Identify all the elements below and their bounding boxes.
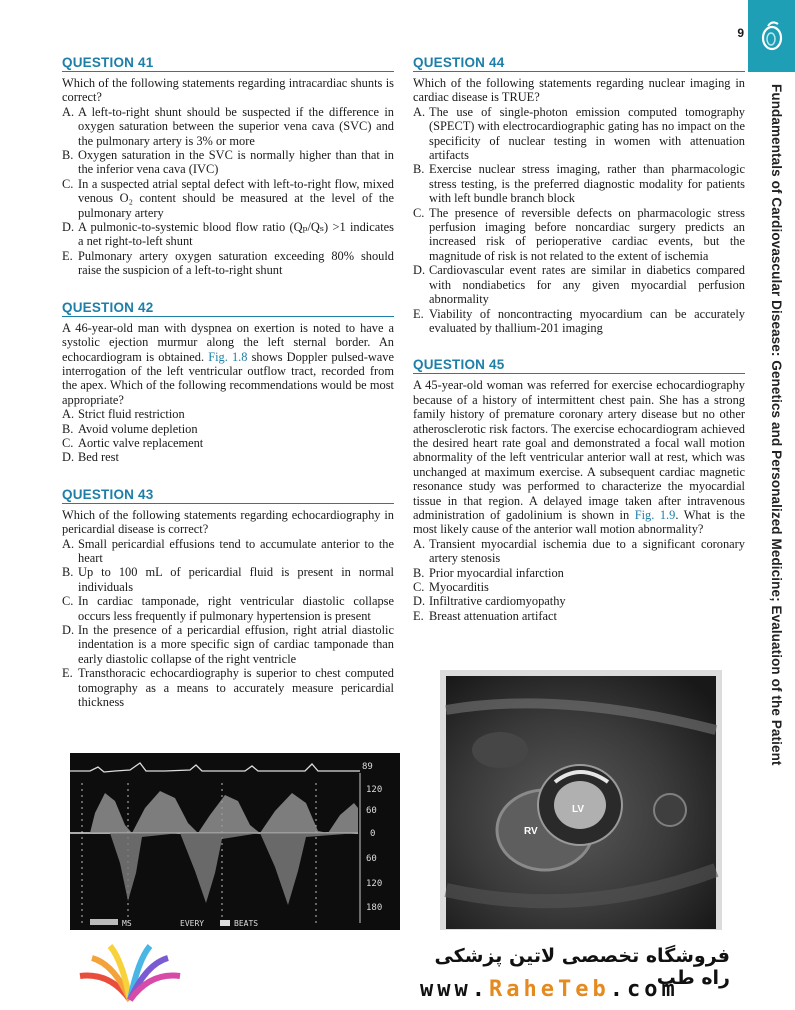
answer-option: D. Infiltrative cardiomyopathy [413, 594, 566, 609]
question-heading: QUESTION 41 [62, 55, 394, 72]
lv-label: LV [572, 804, 585, 815]
doppler-top-label: 89 [362, 762, 373, 772]
question-stem: Which of the following statements regarding echocardiography in pericardial disease is correct? [62, 507, 394, 537]
doppler-bottom-left-label: MS [122, 919, 132, 928]
right-column [413, 55, 745, 645]
doppler-scale-label: 0 [370, 829, 376, 839]
figure-link[interactable]: Fig. 1.9 [634, 507, 676, 522]
doppler-scale-label: 60 [366, 806, 377, 816]
answer-option: C. Aortic valve replacement [62, 435, 204, 450]
answer-option: E. Viability of noncontracting myocardium can be accurately evaluated by thallium-201 imaging [413, 306, 745, 335]
question-42 [62, 300, 394, 465]
question-stem: A 46-year-old man with dyspnea on exertion is noted to have a systolic ejection murmur along the left sternal border. An echocardiogram is obtained. Fig. 1.8 shows Doppler pulsed-wave interrogation of the left ventricular outflow tract, recorded from the apex. Which of the following recommendations would be most appropriate? [62, 320, 394, 407]
answer-options [62, 105, 394, 278]
mri-image [440, 670, 722, 935]
doppler-spectrum [70, 753, 400, 930]
chapter-side-title: Fundamentals of Cardiovascular Disease: Genetics and Personalized Medicine; Evaluation of the Patient [769, 84, 784, 766]
rv-label: RV [524, 826, 538, 837]
answer-option: A. Strict fluid restriction [62, 407, 185, 422]
open-book-logo-icon [70, 942, 190, 1004]
page-number: 9 [737, 26, 744, 40]
answer-option: B. Prior myocardial infarction [413, 565, 564, 580]
doppler-scale-label: 60 [366, 854, 377, 864]
question-stem: A 45-year-old woman was referred for exercise echocardiography because of a history of intermittent chest pain. She has a strong family history of premature coronary artery disease but no other atherosclerotic risk factors. The exercise echocardiogram achieved the desired heart rate goal and demonstrated a focal wall motion abnormality of the left ventricular anterior wall at rest, which was unchanged at maximum exercise. A subsequent cardiac magnetic resonance study was performed to characterize the myocardial tissue in that region. A delayed image taken after intravenous administration of gadolinium is shown in Fig. 1.9. What is the most likely cause of the anterior wall motion abnormality? [413, 378, 745, 537]
answer-option: D. In the presence of a pericardial effusion, right atrial diastolic indentation is a more specific sign of cardiac tamponade than early diastolic collapse of the right ventricle [62, 623, 394, 666]
answer-option: D. Bed rest [62, 450, 119, 465]
doppler-bottom-right-label: BEATS [234, 919, 259, 928]
question-stem: Which of the following statements regarding nuclear imaging in cardiac disease is TRUE? [413, 76, 745, 105]
answer-option: A. Transient myocardial ischemia due to a significant coronary artery stenosis [413, 536, 745, 566]
left-column [62, 55, 394, 731]
answer-option: C. In a suspected atrial septal defect with left-to-right flow, mixed venous O₂ content should be measured at the level of the pulmonary artery [62, 176, 394, 220]
question-heading: QUESTION 45 [413, 357, 745, 374]
doppler-bottom-mid-label: EVERY [180, 919, 205, 928]
figure-link[interactable]: Fig. 1.8 [208, 349, 248, 364]
answer-option: E. Transthoracic echocardiography is superior to chest computed tomography as a means to accurately measure pericardial thickness [62, 666, 394, 710]
question-heading: QUESTION 44 [413, 55, 745, 72]
answer-option: B. Avoid volume depletion [62, 421, 198, 436]
swirl-logo-icon [758, 20, 786, 52]
answer-options [62, 407, 394, 465]
doppler-scale-label: 120 [366, 785, 383, 795]
answer-option: A. A left-to-right shunt should be suspected if the difference in oxygen saturation between the superior vena cava (SVC) and the pulmonary artery is 3% or more [62, 104, 394, 148]
answer-option: A. Small pericardial effusions tend to accumulate anterior to the heart [62, 536, 394, 565]
footer-store-name: فروشگاه تخصصی لاتین پزشکی راه طب [434, 945, 730, 989]
doppler-scale-label: 120 [366, 879, 383, 889]
question-41 [62, 55, 394, 278]
question-45 [413, 357, 745, 623]
doppler-scale-label: 180 [366, 903, 383, 913]
question-heading: QUESTION 42 [62, 300, 394, 317]
doppler-figure [70, 753, 400, 930]
question-43 [62, 487, 394, 710]
question-heading: QUESTION 43 [62, 487, 394, 504]
answer-option: A. The use of single-photon emission computed tomography (SPECT) with electrocardiographic gating has no impact on the specificity of nuclear testing in women with attenuation artifacts [413, 104, 745, 163]
answer-option: C. The presence of reversible defects on pharmacologic stress perfusion imaging before noncardiac surgery predicts an increased risk of perioperative cardiac events, but the magnitude of risk is not related to the extent of ischemia [413, 205, 745, 263]
answer-option: D. A pulmonic-to-systemic blood flow ratio (Qₚ/Qₛ) >1 indicates a net right-to-left shunt [62, 220, 394, 249]
answer-option: C. Myocarditis [413, 580, 489, 594]
answer-option: E. Pulmonary artery oxygen saturation exceeding 80% should raise the suspicion of a left-to-right shunt [62, 248, 394, 278]
answer-options [413, 105, 745, 336]
answer-option: E. Breast attenuation artifact [413, 608, 557, 623]
question-stem: Which of the following statements regarding intracardiac shunts is correct? [62, 76, 394, 105]
answer-option: D. Cardiovascular event rates are similar in diabetics compared with nondiabetics for any given myocardial perfusion abnormality [413, 263, 745, 307]
answer-option: C. In cardiac tamponade, right ventricular diastolic collapse occurs less frequently if pulmonary hypertension is present [62, 594, 394, 623]
question-44 [413, 55, 745, 335]
answer-option: B. Exercise nuclear stress imaging, rather than pharmacologic stress testing, is the preferred diagnostic modality for patients with left bundle branch block [413, 162, 745, 206]
answer-option: B. Oxygen saturation in the SVC is normally higher than that in the inferior vena cava (IVC) [62, 148, 394, 177]
mri-figure [440, 670, 722, 935]
answer-option: B. Up to 100 mL of pericardial fluid is present in normal individuals [62, 565, 394, 594]
footer-url[interactable]: www.RaheTeb.com [420, 977, 679, 1002]
answer-options [413, 537, 745, 623]
answer-options [62, 537, 394, 710]
chapter-tab [748, 0, 795, 72]
